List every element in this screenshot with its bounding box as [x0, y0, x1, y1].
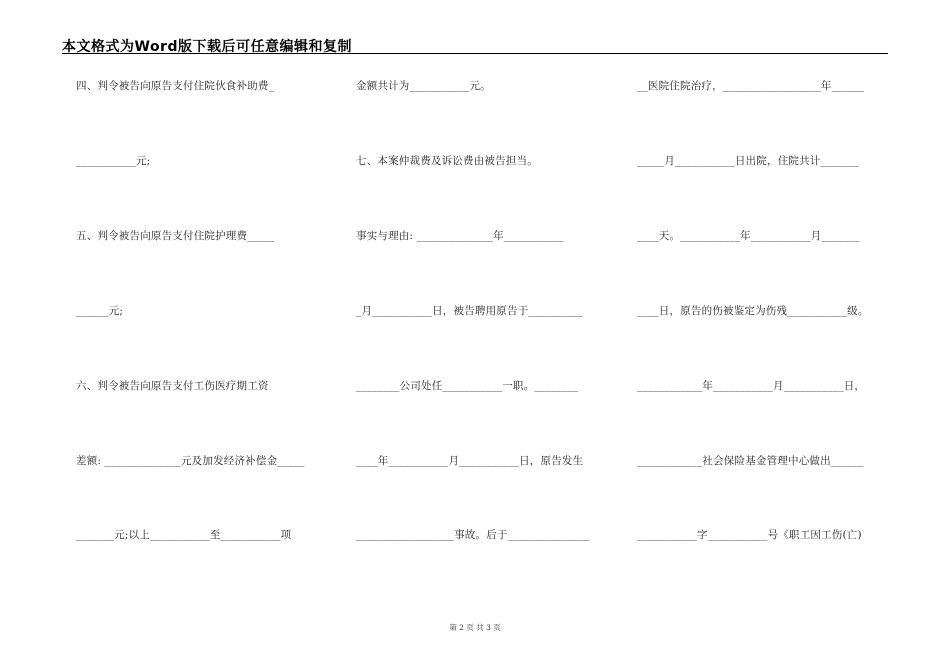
text-line: 五、判令被告向原告支付住院护理费_____ — [76, 230, 275, 242]
text-line: 差额: ______________元及加发经济补偿金_____ — [76, 455, 305, 467]
text-line: ______元; — [76, 305, 124, 317]
text-line: 事实与理由: ______________年___________ — [356, 230, 564, 242]
text-line: ____________社会保险基金管理中心做出______ — [637, 455, 864, 467]
text-line: ____________年___________月___________日， — [637, 380, 866, 392]
text-line: 六、判令被告向原告支付工伤医疗期工资 — [76, 380, 269, 392]
header-divider — [62, 53, 888, 54]
text-line: __________________事故。后于_______________ — [356, 529, 590, 541]
text-line: _月___________日，被告聘用原告于__________ — [356, 305, 583, 317]
text-line: ___________字___________号《职工因工伤(亡) — [637, 529, 862, 541]
text-line: ____日，原告的伤被鉴定为伤残___________级。 — [637, 305, 869, 317]
text-line: _______元;以上___________至___________项 — [76, 529, 292, 541]
text-line: ___________元; — [76, 155, 151, 167]
text-line: 金额共计为___________元。 — [356, 80, 491, 92]
document-header-title: 本文格式为Word版下载后可任意编辑和复制 — [62, 39, 352, 55]
text-line: 七、本案仲裁费及诉讼费由被告担当。 — [356, 155, 538, 167]
text-line: ________公司处任___________一职。________ — [356, 380, 579, 392]
text-line: 四、判令被告向原告支付住院伙食补助费_ — [76, 80, 275, 92]
text-line: ____天。___________年___________月_______ — [637, 230, 860, 242]
text-line: __医院住院治疗，__________________年______ — [637, 80, 865, 92]
page-number-footer: 第 2 页 共 3 页 — [449, 623, 501, 632]
text-line: ____年___________月___________日，原告发生 — [356, 455, 584, 467]
text-line: _____月___________日出院，住院共计_______ — [637, 155, 859, 167]
